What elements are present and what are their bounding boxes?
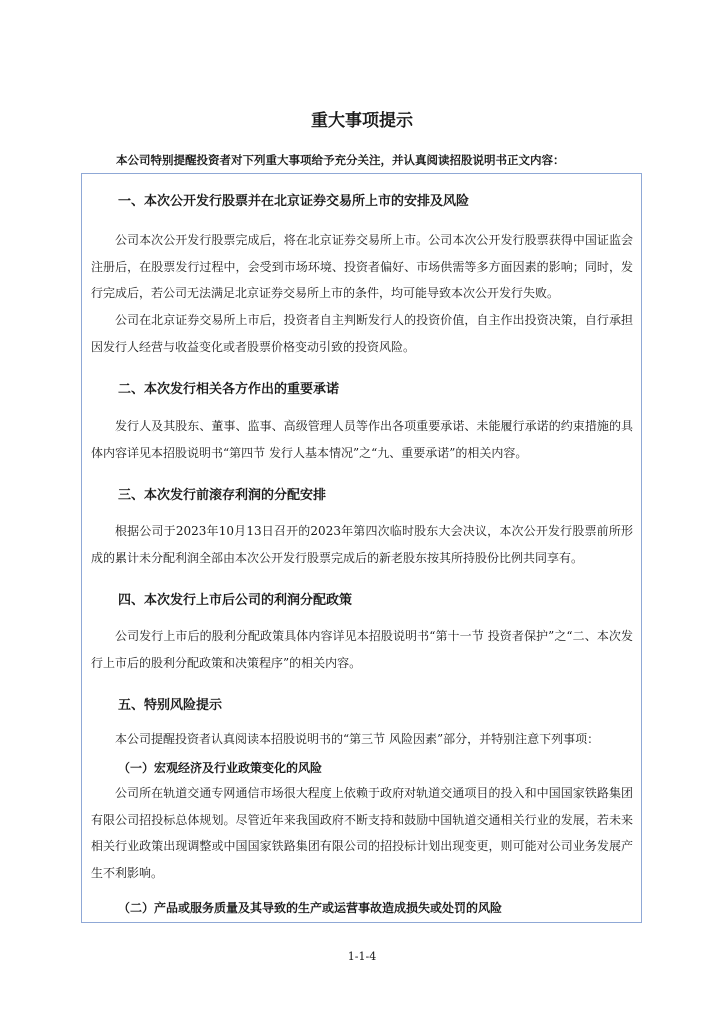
section-2-heading: 二、本次发行相关各方作出的重要承诺 [118, 382, 340, 397]
page-title: 重大事项提示 [311, 111, 413, 131]
section-4-heading: 四、本次发行上市后公司的利润分配政策 [118, 593, 353, 608]
page-number: 1-1-4 [347, 950, 377, 963]
section-4-paragraph: 公司发行上市后的股利分配政策具体内容详见本招股说明书“第十一节 投资者保护”之“二、本次发行上市后的股利分配政策和决策程序”的相关内容。 [91, 629, 633, 670]
risk-2-heading: （二）产品或服务质量及其导致的生产或运营事故造成损失或处罚的风险 [118, 901, 503, 915]
section-1-paragraph-2: 公司在北京证券交易所上市后，投资者自主判断发行人的投资价值，自主作出投资决策，自行承担因发行人经营与收益变化或者股票价格变动引致的投资风险。 [91, 313, 633, 354]
section-1-heading: 一、本次公开发行股票并在北京证券交易所上市的安排及风险 [118, 194, 470, 209]
section-1-paragraph-1: 公司本次公开发行股票完成后，将在北京证券交易所上市。公司本次公开发行股票获得中国证监会注册后，在股票发行过程中，会受到市场环境、投资者偏好、市场供需等多方面因素的影响；同时，发行完成后，若公司无法满足北京证券交易所上市的条件，均可能导致本次公开发行失败。 [91, 233, 633, 300]
section-5-paragraph: 本公司提醒投资者认真阅读本招股说明书的“第三节 风险因素”部分，并特别注意下列事项： [115, 732, 600, 746]
section-2-paragraph: 发行人及其股东、董事、监事、高级管理人员等作出各项重要承诺、未能履行承诺的约束措施的具体内容详见本招股说明书“第四节 发行人基本情况”之“九、重要承诺”的相关内容。 [91, 419, 633, 460]
section-3-paragraph: 根据公司于2023年10月13日召开的2023年第四次临时股东大会决议，本次公开发行股票前所形成的累计未分配利润全部由本次公开发行股票完成后的新老股东按其所持股份比例共同享有。 [91, 524, 633, 565]
section-5-heading: 五、特别风险提示 [118, 698, 223, 713]
intro-statement: 本公司特别提醒投资者对下列重大事项给予充分关注，并认真阅读招股说明书正文内容： [116, 153, 565, 167]
risk-1-heading: （一）宏观经济及行业政策变化的风险 [118, 761, 323, 775]
section-3-heading: 三、本次发行前滚存利润的分配安排 [118, 488, 327, 503]
risk-1-paragraph: 公司所在轨道交通专网通信市场很大程度上依赖于政府对轨道交通项目的投入和中国国家铁路集团有限公司招投标总体规划。尽管近年来我国政府不断支持和鼓励中国轨道交通相关行业的发展，若未来相关行业政策出现调整或中国国家铁路集团有限公司的招投标计划出现变更，则可能对公司业务发展产生不利影响。 [91, 786, 633, 880]
